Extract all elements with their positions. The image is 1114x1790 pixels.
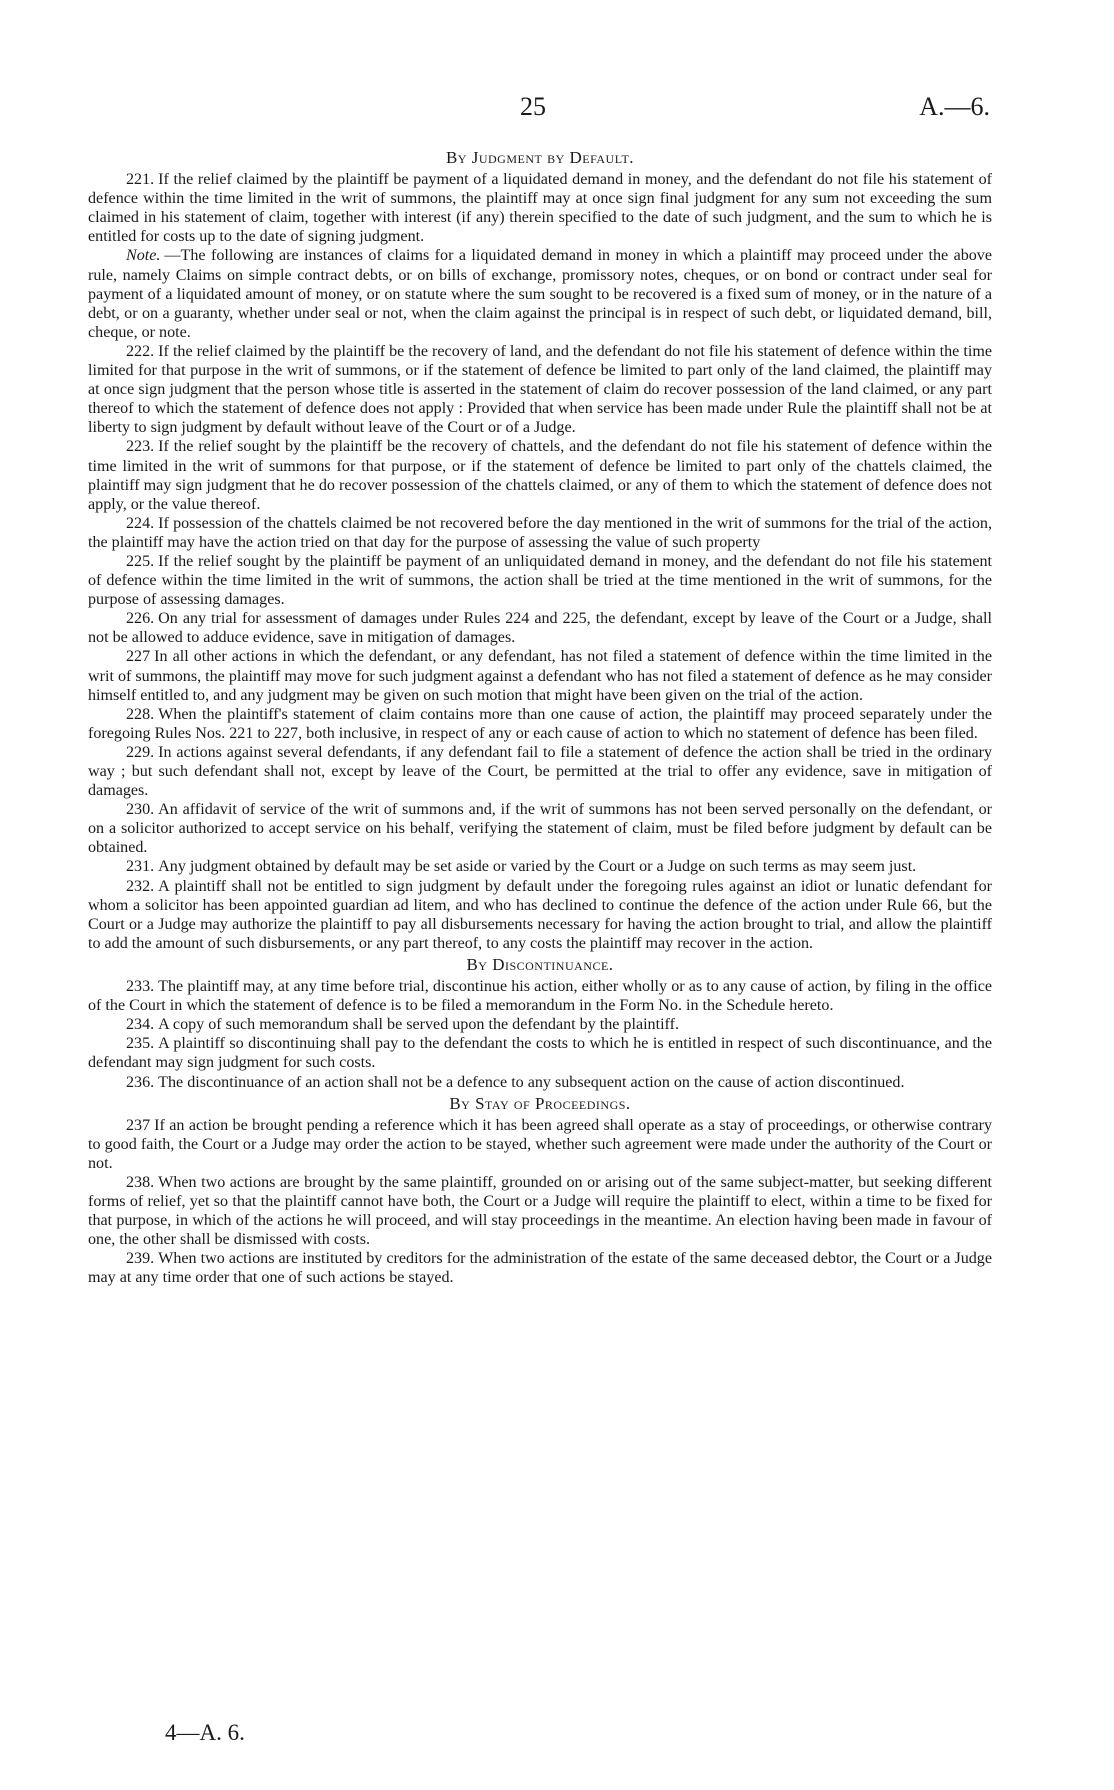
rule-number: 223. <box>126 438 155 456</box>
rule-text: If the relief claimed by the plaintiff be payment of a liquidated demand in money, and the defendant do not file his statement of defence within the time limited in the writ of summons, the plaintiff may at once sign final judgment for any sum not exceeding the sum claimed in his statement of claim, together with interest (if any) therein specified to the date of such judgment, and the sum to which he is entitled for costs up to the date of signing judgment. <box>88 171 992 246</box>
rule-paragraph <box>88 800 992 857</box>
rule-text: The discontinuance of an action shall not be a defence to any subsequent action on the cause of action discontinued. <box>158 1073 905 1091</box>
rule-text: If the relief sought by the plaintiff be payment of an unliquidated demand in money, and the defendant do not file his statement of defence within the time limited in the writ of summons, the action shall be tried at the time mentioned in the writ of summons, for the purpose of assessing damages. <box>88 552 992 609</box>
rule-paragraph <box>88 1073 992 1092</box>
signature-mark: 4—A. 6. <box>165 1720 245 1745</box>
rule-number: 237 <box>126 1116 151 1134</box>
rule-paragraph <box>88 609 992 647</box>
rule-text: On any trial for assessment of damages under Rules 224 and 225, the defendant, except by leave of the Court or a Judge, shall not be allowed to adduce evidence, save in mitigation of damages. <box>88 610 992 647</box>
rule-text: If the relief claimed by the plaintiff be the recovery of land, and the defendant do not file his statement of defence within the time limited for that purpose in the writ of summons, or if the statement of defence be limited to part only of the land claimed, the plaintiff may at once sign judgment that the person whose title is asserted in the statement of claim do recover possession of the land claimed, or any part thereof to which the statement of defence does not apply : Provided that when service has been made under Rule the plaintiff shall not be at liberty to sign judgment by default without leave of the Court or of a Judge. <box>88 342 992 437</box>
rule-paragraph <box>88 170 992 246</box>
rule-text: —The following are instances of claims for a liquidated demand in money in which a plaintiff may proceed under the above rule, namely Claims on simple contract debts, or on bills of exchange, promissory notes, cheques, or on bond or contract under seal for payment of a liquidated amount of money, or on statute where the sum sought to be recovered is a fixed sum of money, or in the nature of a debt, or on a guaranty, whether under seal or not, when the claim against the principal is in respect of such debt, or liquidated demand, bill, cheque, or note. <box>88 247 992 341</box>
rule-text: If possession of the chattels claimed be not recovered before the day mentioned in the writ of summons for the trial of the action, the plaintiff may have the action tried on that day for the purpose of assessing the value of such property <box>88 514 992 551</box>
section-heading: By Judgment by Default. <box>445 148 635 167</box>
rule-paragraph <box>88 1015 992 1034</box>
document-reference: A.—6. <box>919 92 990 121</box>
rule-number: 236. <box>126 1073 155 1091</box>
rule-paragraph <box>88 857 992 876</box>
rule-paragraph <box>88 977 992 1015</box>
rule-number: 234. <box>126 1016 155 1034</box>
rule-text: In actions against several defendants, if any defendant fail to file a statement of defence the action shall be tried in the ordinary way ; but such defendant shall not, except by leave of the Court, be permitted at the trial to offer any evidence, save in mitigation of damages. <box>88 743 992 800</box>
rule-number: 239. <box>126 1250 155 1268</box>
section-heading: By Discontinuance. <box>466 954 614 974</box>
rule-number: 229. <box>126 743 155 761</box>
rule-text: A plaintiff so discontinuing shall pay to the defendant the costs to which he is entitled in respect of such discontinuance, and the defendant may sign judgment for such costs. <box>88 1035 992 1072</box>
rule-number: 232. <box>126 877 155 895</box>
rule-number: 222. <box>126 342 155 360</box>
rule-paragraph <box>88 877 992 953</box>
rule-number: 233. <box>126 978 155 996</box>
rule-number: 227 <box>126 648 151 666</box>
rule-text: An affidavit of service of the writ of summons and, if the writ of summons has not been served personally on the defendant, or on a solicitor authorized to accept service on his behalf, verifying the statement of claim, must be filed before judgment by default can be obtained. <box>88 801 992 857</box>
rule-text: In all other actions in which the defendant, or any defendant, has not filed a statement of defence within the time limited in the writ of summons, the plaintiff may move for such judgment against a defendant who has not filed a statement of defence as he may consider himself entitled to, and any judgment may be given on such motion that might have been given on the trial of the action. <box>88 648 992 704</box>
rule-paragraph <box>88 743 992 800</box>
rule-paragraph <box>88 514 992 552</box>
rule-number: 225. <box>126 552 155 570</box>
rule-number: 235. <box>126 1035 155 1053</box>
page-number: 25 <box>520 92 546 121</box>
rule-number: 230. <box>126 801 155 819</box>
rule-paragraph <box>88 1034 992 1072</box>
rule-text: The plaintiff may, at any time before trial, discontinue his action, either wholly or as to any cause of action, by filing in the office of the Court in which the statement of defence is to be filed a memorandum in the Form No. in the Schedule hereto. <box>88 978 992 1015</box>
rule-text: A copy of such memorandum shall be served upon the defendant by the plaintiff. <box>158 1016 680 1034</box>
page-header <box>0 92 1114 132</box>
rule-number: 228. <box>126 705 155 723</box>
section-heading: By Stay of Proceedings. <box>449 1093 631 1113</box>
rule-number: Note. <box>126 247 161 265</box>
rule-paragraph <box>88 437 992 513</box>
document-body <box>88 146 992 1288</box>
rule-paragraph <box>88 1173 992 1249</box>
rule-text: If an action be brought pending a reference which it has been agreed shall operate as a stay of proceedings, or otherwise contrary to good faith, the Court or a Judge may order the action to be stayed, whether such agreement were made under the authority of the Court or not. <box>88 1116 992 1172</box>
rule-text: A plaintiff shall not be entitled to sign judgment by default under the foregoing rules against an idiot or lunatic defendant for whom a solicitor has been appointed guardian ad litem, and who has declined to continue the defence of the action under Rule 66, but the Court or a Judge may authorize the plaintiff to pay all disbursements necessary for having the action brought to trial, and allow the plaintiff to add the amount of such disbursements, or any part thereof, to any costs the plaintiff may recover in the action. <box>88 877 992 952</box>
rule-paragraph <box>88 1116 992 1173</box>
rule-number: 224. <box>126 514 155 532</box>
rule-text: When two actions are instituted by creditors for the administration of the estate of the same deceased debtor, the Court or a Judge may at any time order that one of such actions be stayed. <box>88 1250 992 1287</box>
rule-paragraph <box>88 342 992 437</box>
rule-text: If the relief sought by the plaintiff be the recovery of chattels, and the defendant do not file his statement of defence within the time limited in the writ of summons for that purpose, or if the statement of defence be limited to part only of the chattels claimed, the plaintiff may sign judgment that he do recover possession of the chattels claimed, or any of them to which the statement of defence does not apply, or the value thereof. <box>88 438 992 513</box>
rule-paragraph <box>88 647 992 704</box>
rule-text: Any judgment obtained by default may be set aside or varied by the Court or a Judge on such terms as may seem just. <box>158 858 917 876</box>
rule-number: 221. <box>126 171 155 189</box>
rule-paragraph <box>88 246 992 341</box>
rule-text: When the plaintiff's statement of claim contains more than one cause of action, the plaintiff may proceed separately under the foregoing Rules Nos. 221 to 227, both inclusive, in respect of any or each cause of action to which no statement of defence has been filed. <box>88 705 992 742</box>
rule-paragraph <box>88 552 992 609</box>
rule-text: When two actions are brought by the same plaintiff, grounded on or arising out of the same subject-matter, but seeking different forms of relief, yet so that the plaintiff cannot have both, the Court or a Judge will require the plaintiff to elect, within a time to be fixed for that purpose, in which of the actions he will proceed, and will stay proceedings in the meantime. An election having been made in favour of one, the other shall be dismissed with costs. <box>88 1173 992 1249</box>
rule-paragraph <box>88 1249 992 1287</box>
rule-number: 231. <box>126 858 155 876</box>
rule-number: 226. <box>126 610 155 628</box>
rule-number: 238. <box>126 1173 155 1191</box>
rule-paragraph <box>88 705 992 743</box>
